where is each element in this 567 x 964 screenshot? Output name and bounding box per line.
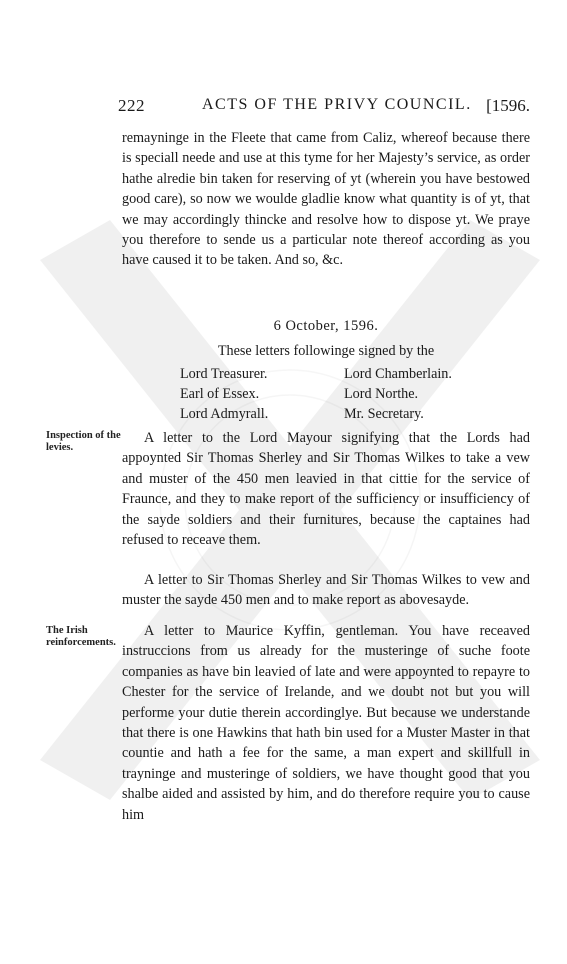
signatory-left: Lord Treasurer. [180,366,268,382]
running-year: [1596. [486,96,530,115]
signatory-right: Lord Chamberlain. [344,366,452,382]
paragraph-sherley-wilkes [122,570,530,611]
margin-note-inspection: Inspection of the levies. [46,430,121,453]
signatory-right: Lord Northe. [344,386,419,402]
signatory-left: Lord Admyrall. [180,406,269,422]
paragraph-text: A letter to Sir Thomas Sherley and Sir Thomas Wilkes to vew and muster the sayde 450 men and to make report as abovesayde. [122,572,530,609]
paragraph-kyffin [122,621,530,825]
signatory-right: Mr. Secretary. [344,406,424,422]
paragraph-continuation [122,128,530,271]
paragraph-text: remayninge in the Fleete that came from Caliz, whereof because there is speciall neede and use at this tyme for her Majesty’s service, as order hathe alredie bin taken for reserving of yt (wherein you have bestowed good care), so now we woulde gladlie know what quantity is of yt, that we may accordingly thincke and resolve how to dispose yt. We praye you therefore to sende us a particular note thereof according as you have caused it to be taken. And so, &c. [122,130,530,269]
signed-intro: These letters followinge signed by the [217,343,435,359]
signatory-left: Earl of Essex. [180,386,260,402]
running-title: ACTS OF THE PRIVY COUNCIL. [202,96,472,113]
paragraph-text: A letter to the Lord Mayour signifying that the Lords had appoynted Sir Thomas Sherley and Sir Thomas Wilkes to take a vew and muster of the 450 men leavied in that cittie for the service of Fraunce, and they to make report of the sufficiency or insufficiency of the sayde soldiers and their furnitures, because the captaines had refused to receave them. [122,430,530,549]
date-heading: 6 October, 1596. [273,318,379,334]
margin-note-irish: The Irish reinforcements. [46,625,116,648]
paragraph-text: A letter to Maurice Kyffin, gentleman. You have receaved instruccions from us already for the musteringe of suche foote companies as have bin leavied of late and were appoynted to repayre to Chester for the service of Irelande, and we doubt not but you will performe your dutie therein accordinglye. But because we understande that there is one Hawkins that hath bin used for a Muster Master in that countie and hath a fee for the same, a man expert and skillfull in trayninge and musteringe of soldiers, we have thought good that you shalbe aided and assisted by him, and do therefore require you to cause him [122,623,530,823]
running-head [118,96,530,120]
page-number: 222 [118,96,145,115]
paragraph-lord-mayour [122,428,530,550]
